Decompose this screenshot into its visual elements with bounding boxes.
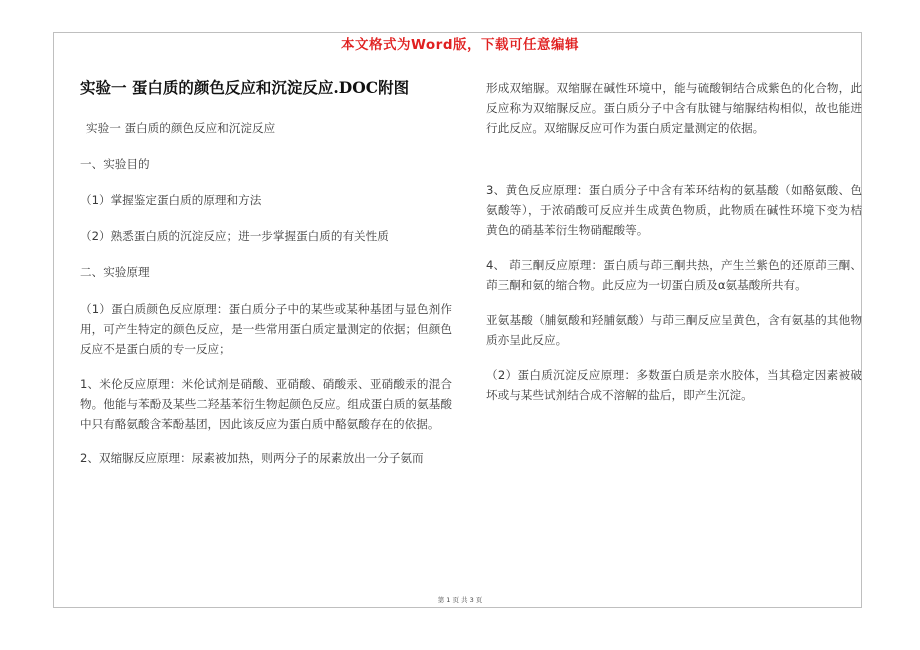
section-heading: 二、实验原理 — [80, 265, 150, 279]
left-column — [80, 78, 452, 467]
paragraph: （2）蛋白质沉淀反应原理：多数蛋白质是亲水胶体，当其稳定因素被破坏或与某些试剂结合成不溶解的盐后，即产生沉淀。 — [486, 368, 862, 402]
paragraph: 2、双缩脲反应原理：尿素被加热，则两分子的尿素放出一分子氨而 — [80, 451, 424, 465]
paragraph: 亚氨基酸（脯氨酸和羟脯氨酸）与茚三酮反应呈黄色，含有氨基的其他物质亦呈此反应。 — [486, 313, 862, 347]
section-heading: 一、实验目的 — [80, 157, 150, 171]
paragraph: （1）掌握鉴定蛋白质的原理和方法 — [80, 193, 262, 207]
page-footer: 第 1 页 共 3 页 — [437, 596, 483, 604]
paragraph: （1）蛋白质颜色反应原理：蛋白质分子中的某些或某种基团与显色剂作用，可产生特定的颜色反应，是一些常用蛋白质定量测定的依据；但颜色反应不是蛋白质的专一反应； — [80, 302, 452, 356]
paragraph: 4、 茚三酮反应原理：蛋白质与茚三酮共热，产生兰紫色的还原茚三酮、茚三酮和氨的缩合物。此反应为一切蛋白质及α氨基酸所共有。 — [486, 258, 862, 292]
section-heading: 实验一 蛋白质的颜色反应和沉淀反应 — [86, 121, 276, 135]
document-title: 实验一 蛋白质的颜色反应和沉淀反应.DOC附图 — [80, 78, 410, 97]
paragraph: 1、米伦反应原理：米伦试剂是硝酸、亚硝酸、硝酸汞、亚硝酸汞的混合物。他能与苯酚及某些二羟基苯衍生物起颜色反应。组成蛋白质的氨基酸中只有酪氨酸含苯酚基团，因此该反应为蛋白质中酪氨酸存在的依据。 — [80, 377, 452, 431]
right-column — [486, 78, 862, 405]
paragraph: 3、黄色反应原理：蛋白质分子中含有苯环结构的氨基酸（如酪氨酸、色氨酸等），于浓硝酸可反应并生成黄色物质，此物质在碱性环境下变为桔黄色的硝基苯衍生物硝醌酸等。 — [486, 183, 862, 237]
format-banner: 本文格式为Word版，下载可任意编辑 — [340, 37, 579, 53]
paragraph: 形成双缩脲。双缩脲在碱性环境中，能与硫酸铜结合成紫色的化合物，此反应称为双缩脲反应。蛋白质分子中含有肽键与缩脲结构相似，故也能进行此反应。双缩脲反应可作为蛋白质定量测定的依据。 — [486, 81, 862, 135]
paragraph: （2）熟悉蛋白质的沉淀反应；进一步掌握蛋白质的有关性质 — [80, 229, 389, 243]
